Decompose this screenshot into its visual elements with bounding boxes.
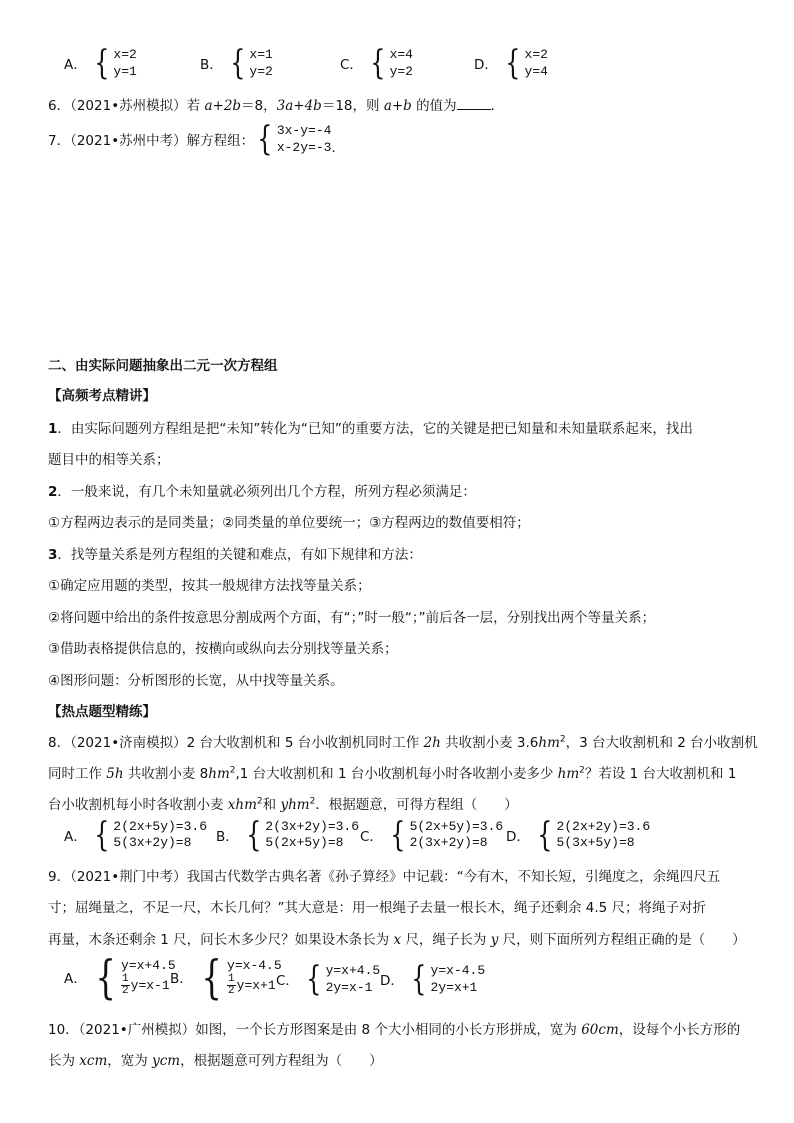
eq-line: x=4	[389, 47, 413, 62]
option-label: C．	[360, 829, 383, 845]
eq-line: y=x-4.5	[227, 958, 282, 973]
question-7: 7．（2021•苏州中考）解方程组： { 3x-y=-4 x-2y=-3 .	[48, 119, 336, 159]
eq-line: 2y=x-1	[325, 980, 373, 995]
answer-blank[interactable]	[457, 96, 491, 110]
eq-line: y=2	[389, 64, 413, 79]
eq-line: y=1	[113, 64, 137, 79]
eq-line: $\frac{1}{2}$ y=x+1	[228, 973, 276, 997]
eq-line: x=2	[113, 47, 137, 62]
question-9-line-3: 再量，木条还剩余 1 尺，问长木多少尺？如果设木条长为 x 尺，绳子长为 y 尺，则下面所列方程组正确的是（ ）	[48, 932, 746, 948]
brace-icon: {	[93, 43, 110, 83]
question-8-line-1: 8．（2021•济南模拟）2 台大收割机和 5 台小收割机同时工作 2h 共收割小麦 $3.6hm^2$，3 台大收割机和 2 台小收割机	[48, 734, 758, 751]
method-2: ②将问题中给出的条件按意思分割成两个方面，有“；”时一般“；”前后各一层，分别找出两个等量关系；	[48, 610, 656, 626]
q5-option-b	[200, 43, 273, 83]
option-label: A．	[64, 829, 87, 845]
eq-line: x-2y=-3	[276, 140, 332, 155]
option-label: D．	[506, 829, 530, 845]
eq-line: x=2	[524, 47, 548, 62]
eq-line: 2(3x+2y)=8	[409, 835, 488, 850]
point-2: 2．一般来说，有几个未知量就必须列出几个方程，所列方程必须满足：	[48, 484, 476, 500]
point-1-line-2: 题目中的相等关系；	[48, 452, 170, 468]
q9-option-b	[170, 950, 282, 1004]
eq-line: 5(3x+5y)=8	[556, 835, 635, 850]
option-label: D．	[474, 57, 498, 73]
method-3: ③借助表格提供信息的，按横向或纵向去分别找等量关系；	[48, 641, 398, 657]
eq-line: $\frac{1}{2}$ y=x-1	[122, 973, 170, 997]
brace-icon: {	[390, 815, 406, 855]
option-label: D．	[380, 973, 404, 989]
q5-option-c	[340, 43, 413, 83]
method-1: ①确定应用题的类型，按其一般规律方法找等量关系；	[48, 578, 371, 594]
point-2-list: ①方程两边表示的是同类量；②同类量的单位要统一；③方程两边的数值要相符；	[48, 515, 530, 531]
eq-line: 3x-y=-4	[276, 123, 332, 138]
brace-icon: {	[370, 43, 386, 83]
q8-option-b	[216, 815, 360, 855]
eq-line: 2(2x+5y)=3.6	[113, 819, 208, 834]
q5-option-a	[64, 43, 137, 83]
method-4: ④图形问题：分析图形的长宽，从中找等量关系。	[48, 673, 344, 689]
brace-icon: {	[411, 959, 427, 999]
brace-icon: {	[306, 959, 322, 999]
option-label: B．	[200, 57, 223, 73]
brace-icon: {	[246, 815, 262, 855]
option-label: C．	[276, 973, 299, 989]
eq-line: 5(3x+2y)=8	[113, 835, 192, 850]
question-6: 6．（2021•苏州模拟）若 a+2b＝8，3a+4b＝18，则 a+b 的值为 ．	[48, 98, 505, 114]
eq-line: 2(2x+2y)=3.6	[556, 819, 651, 834]
eq-line: 2y=x+1	[430, 980, 478, 995]
question-9-line-1: 9．（2021•荆门中考）我国古代数学古典名著《孙子算经》中记载：“今有木，不知长短，引绳度之，余绳四尺五	[48, 869, 721, 885]
q5-option-d	[474, 43, 548, 83]
point-3: 3．找等量关系是列方程组的关键和难点，有如下规律和方法：	[48, 547, 422, 563]
question-8-line-2: 同时工作 5h 共收割小麦 $8hm^2,1$ 台大收割机和 1 台小收割机每小时各收割小麦多少 $hm^2$？若设 1 台大收割机和 1	[48, 765, 737, 782]
option-label: A．	[64, 971, 87, 987]
brace-icon: {	[537, 815, 553, 855]
eq-line: y=4	[524, 64, 548, 79]
option-label: C．	[340, 57, 363, 73]
eq-line: y=x-4.5	[430, 963, 486, 978]
q8-option-d	[506, 815, 651, 855]
brace-icon: {	[201, 950, 222, 1004]
eq-line: 2(3x+2y)=3.6	[265, 819, 360, 834]
option-label: B．	[170, 971, 193, 987]
question-10-line-2: 长为 xcm，宽为 ycm，根据题意可列方程组为（ ）	[48, 1053, 383, 1069]
eq-line: y=x+4.5	[121, 958, 176, 973]
q9-option-c	[276, 959, 381, 999]
eq-line: y=2	[249, 64, 273, 79]
eq-line: y=x+4.5	[325, 963, 381, 978]
point-1-line-1: 1．由实际问题列方程组是把“未知”转化为“已知”的重要方法，它的关键是把已知量和未知量联系起来，找出	[48, 421, 693, 437]
brace-icon: {	[95, 950, 116, 1004]
question-8-line-3: 台小收割机每小时各收割小麦 xhm$^2$和 yhm$^2$．根据题意，可得方程组（ ）	[48, 796, 518, 813]
question-9-line-2: 寸；屈绳量之，不足一尺，木长几何？”其大意是：用一根绳子去量一根长木，绳子还剩余 4.5 尺；将绳子对折	[48, 900, 707, 916]
eq-line: 5(2x+5y)=8	[265, 835, 344, 850]
brace-icon: {	[230, 43, 246, 83]
q8-option-a	[64, 815, 208, 855]
question-10-line-1: 10．（2021•广州模拟）如图，一个长方形图案是由 8 个大小相同的小长方形拼成，宽为 60cm，设每个小长方形的	[48, 1022, 741, 1038]
eq-line: x=1	[249, 47, 273, 62]
fraction-half: $\frac{1}{2}$	[228, 973, 235, 997]
option-label: A．	[64, 57, 87, 73]
q8-option-c	[360, 815, 504, 855]
option-label: B．	[216, 829, 239, 845]
brace-icon: {	[93, 815, 110, 855]
eq-line: 5(2x+5y)=3.6	[409, 819, 504, 834]
brace-icon: {	[505, 43, 521, 83]
q9-option-d	[380, 959, 486, 999]
brace-icon: {	[257, 119, 273, 159]
section-title: 二、由实际问题抽象出二元一次方程组	[48, 358, 278, 374]
fraction-half: $\frac{1}{2}$	[122, 973, 129, 997]
subtitle-exercises: 【热点题型精练】	[48, 704, 156, 720]
subtitle-key-points: 【高频考点精讲】	[48, 388, 156, 404]
q9-option-a	[64, 950, 176, 1004]
